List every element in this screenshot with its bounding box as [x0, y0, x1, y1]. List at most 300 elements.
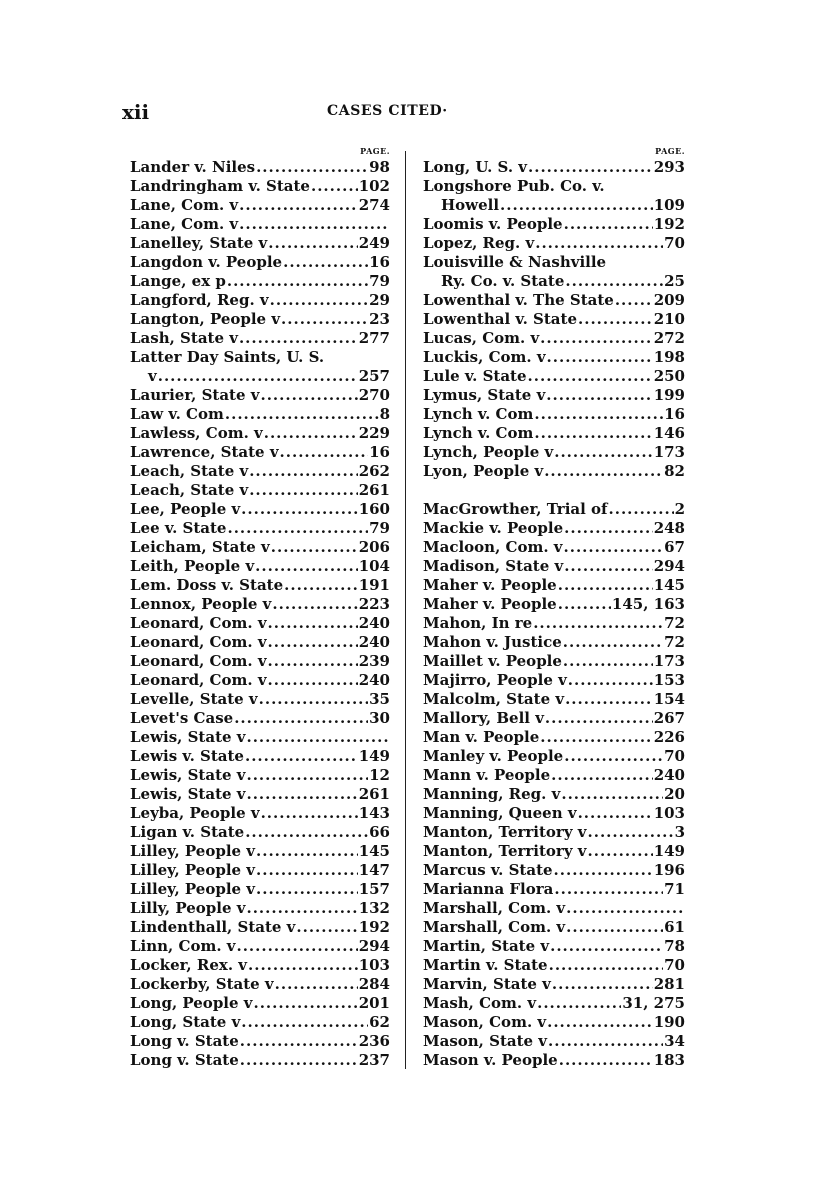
page-reference: 281: [653, 975, 685, 993]
case-name: Lopez, Reg. v: [423, 234, 535, 252]
dot-leader: [268, 614, 358, 633]
page-reference: 67: [664, 538, 685, 556]
case-entry: [130, 538, 390, 557]
case-name: Maher v. People: [423, 576, 557, 594]
dot-leader: [549, 956, 664, 975]
case-entry: [423, 595, 685, 614]
case-name: Levet's Case: [130, 709, 234, 727]
case-name: Laurier, State v: [130, 386, 260, 404]
case-entry: [130, 747, 390, 766]
dot-leader: [275, 975, 358, 994]
case-name: Marshall, Com. v: [423, 899, 566, 917]
case-entry: [130, 975, 390, 994]
case-name: Landringham v. State: [130, 177, 310, 195]
case-entry: [130, 272, 390, 291]
page-reference: 250: [653, 367, 685, 385]
case-name: Longshore Pub. Co. v.: [423, 177, 605, 195]
page-reference: 249: [358, 234, 390, 252]
page-reference: 145: [358, 842, 390, 860]
dot-leader: [227, 272, 368, 291]
case-entry: [423, 1013, 685, 1032]
dot-leader: [245, 823, 368, 842]
page-reference: 240: [358, 671, 390, 689]
column-divider: [405, 151, 406, 1069]
case-name: Man v. People: [423, 728, 540, 746]
page-reference: 132: [358, 899, 390, 917]
case-name: Long v. State: [130, 1051, 239, 1069]
case-name: Lander v. Niles: [130, 158, 256, 176]
page-reference: 240: [358, 633, 390, 651]
running-title: CASES CITED·: [327, 103, 448, 119]
case-name: Lowenthal v. The State: [423, 291, 614, 309]
dot-leader: [547, 1013, 653, 1032]
left-column: [130, 145, 390, 1070]
case-entry: [130, 234, 390, 253]
page-reference: 12: [369, 766, 390, 784]
dot-leader: [609, 500, 674, 519]
page-reference: 157: [358, 880, 390, 898]
dot-leader: [256, 861, 358, 880]
case-entry: [423, 158, 685, 177]
case-name: Madison, State v: [423, 557, 564, 575]
case-name: Lindenthall, State v: [130, 918, 296, 936]
page-reference: 61: [664, 918, 685, 936]
page-reference: 103: [653, 804, 685, 822]
dot-leader: [550, 937, 663, 956]
case-entry: [130, 785, 390, 804]
case-name: Mason, Com. v: [423, 1013, 547, 1031]
case-name: Long, People v: [130, 994, 253, 1012]
case-entry: [423, 823, 685, 842]
case-entry: [130, 329, 390, 348]
case-entry: [423, 842, 685, 861]
case-entry: [130, 766, 390, 785]
case-name: Lewis, State v: [130, 766, 246, 784]
case-name: Leyba, People v: [130, 804, 260, 822]
page-reference: 103: [358, 956, 390, 974]
case-name: Lilley, People v: [130, 842, 256, 860]
case-name: Lewis, State v: [130, 785, 246, 803]
case-name: Mallory, Bell v: [423, 709, 544, 727]
case-name: Loomis v. People: [423, 215, 563, 233]
page-reference: 209: [653, 291, 685, 309]
case-entry: [130, 709, 390, 728]
page-reference: 173: [653, 443, 685, 461]
page-reference: 262: [358, 462, 390, 480]
case-entry: [130, 386, 390, 405]
page-reference: 8: [379, 405, 390, 423]
case-entry: [423, 424, 685, 443]
dot-leader: [261, 804, 358, 823]
page-reference: 196: [653, 861, 685, 879]
page-reference: 25: [664, 272, 685, 290]
case-entry: [130, 823, 390, 842]
dot-leader: [253, 994, 357, 1013]
page-reference: 248: [653, 519, 685, 537]
page-reference: 267: [653, 709, 685, 727]
case-entry: [130, 424, 390, 443]
case-name: Manton, Territory v: [423, 842, 587, 860]
case-name: Langdon v. People: [130, 253, 283, 271]
dot-leader: [270, 291, 369, 310]
page-reference: 82: [664, 462, 685, 480]
page-reference: 20: [664, 785, 685, 803]
case-name: Manley v. People: [423, 747, 564, 765]
dot-leader: [554, 861, 653, 880]
page-reference: 31, 275: [622, 994, 685, 1012]
dot-leader: [158, 367, 358, 386]
case-name: Locker, Rex. v: [130, 956, 247, 974]
page-reference: 201: [358, 994, 390, 1012]
dot-leader: [246, 728, 389, 747]
dot-leader: [564, 519, 653, 538]
page-column-label: PAGE.: [360, 146, 390, 156]
dot-leader: [564, 557, 652, 576]
page-reference: 109: [653, 196, 685, 214]
case-entry: [423, 310, 685, 329]
case-name: Mahon, In re: [423, 614, 533, 632]
case-name: Ry. Co. v. State: [441, 272, 565, 290]
case-name: Lyon, People v: [423, 462, 544, 480]
case-entry: [130, 1051, 390, 1070]
page-reference: 102: [358, 177, 390, 195]
dot-leader: [554, 443, 652, 462]
case-name: Lynch, People v: [423, 443, 554, 461]
case-entry: [423, 519, 685, 538]
case-name: Mahon v. Justice: [423, 633, 562, 651]
case-entry: [423, 557, 685, 576]
case-name: Lee, People v: [130, 500, 241, 518]
dot-leader: [500, 196, 653, 215]
case-entry: [130, 519, 390, 538]
page-reference: 98: [369, 158, 390, 176]
case-name: Leach, State v: [130, 462, 249, 480]
page-reference: 294: [653, 557, 685, 575]
case-name: Latter Day Saints, U. S.: [130, 348, 325, 366]
case-entry: [423, 500, 685, 519]
page-reference: 236: [358, 1032, 390, 1050]
dot-leader: [248, 956, 358, 975]
dot-leader: [259, 690, 369, 709]
case-entry: [423, 918, 685, 937]
page-reference: 198: [653, 348, 685, 366]
case-name: Lash, State v: [130, 329, 238, 347]
dot-leader: [565, 690, 653, 709]
page-reference: 149: [653, 842, 685, 860]
case-entry: [130, 956, 390, 975]
case-name: Manning, Reg. v: [423, 785, 561, 803]
case-entry: [130, 576, 390, 595]
page-reference: 149: [358, 747, 390, 765]
dot-leader: [535, 234, 663, 253]
page-reference: 261: [358, 481, 390, 499]
case-name: Mason, State v: [423, 1032, 548, 1050]
dot-leader: [268, 671, 358, 690]
page-reference: 183: [653, 1051, 685, 1069]
dot-leader: [552, 975, 653, 994]
left-entry-list: [130, 158, 390, 1070]
page-reference: 2: [674, 500, 685, 518]
case-entry: [130, 842, 390, 861]
page-reference: 23: [369, 310, 390, 328]
case-name: MacGrowther, Trial of: [423, 500, 608, 518]
case-name: Lawrence, State v: [130, 443, 279, 461]
dot-leader: [271, 538, 358, 557]
case-name: Marianna Flora: [423, 880, 554, 898]
dot-leader: [260, 386, 357, 405]
dot-leader: [246, 766, 368, 785]
case-entry: [423, 671, 685, 690]
dot-leader: [528, 158, 653, 177]
dot-leader: [245, 747, 358, 766]
case-entry: [423, 709, 685, 728]
case-name: Mann v. People: [423, 766, 551, 784]
page-reference: 79: [369, 272, 390, 290]
dot-leader: [284, 576, 358, 595]
case-name: Long, U. S. v: [423, 158, 527, 176]
dot-leader: [264, 424, 358, 443]
dot-leader: [566, 899, 684, 918]
case-entry: [423, 291, 685, 310]
case-name: Lilley, People v: [130, 880, 256, 898]
case-entry: [130, 348, 390, 367]
case-name: Lennox, People v: [130, 595, 272, 613]
page-reference: 153: [653, 671, 685, 689]
dot-leader: [537, 994, 621, 1013]
page-reference: 293: [653, 158, 685, 176]
case-name: Lymus, State v: [423, 386, 546, 404]
case-name: Lange, ex p: [130, 272, 226, 290]
page-reference: 78: [664, 937, 685, 955]
dot-leader: [563, 633, 663, 652]
page-reference: 237: [358, 1051, 390, 1069]
case-entry: [130, 367, 390, 386]
page-reference: 270: [358, 386, 390, 404]
dot-leader: [256, 158, 368, 177]
dot-leader: [544, 462, 663, 481]
case-entry: [423, 766, 685, 785]
case-name: Martin v. State: [423, 956, 548, 974]
page-reference: 206: [358, 538, 390, 556]
dot-leader: [578, 804, 653, 823]
case-name: Leith, People v: [130, 557, 255, 575]
page-number: xii: [122, 100, 150, 124]
page-reference: 226: [653, 728, 685, 746]
case-entry: [423, 899, 685, 918]
case-entry: [130, 880, 390, 899]
case-name: Lawless, Com. v: [130, 424, 263, 442]
case-entry: [130, 899, 390, 918]
case-name: v: [148, 367, 157, 385]
case-entry: [130, 671, 390, 690]
case-entry: [130, 918, 390, 937]
page-reference: 261: [358, 785, 390, 803]
case-name: Marvin, State v: [423, 975, 551, 993]
page-column-label: PAGE.: [655, 146, 685, 156]
dot-leader: [225, 405, 379, 424]
page-reference: 294: [358, 937, 390, 955]
dot-leader: [528, 367, 653, 386]
page-reference: 16: [369, 253, 390, 271]
dot-leader: [588, 823, 674, 842]
dot-leader: [241, 1013, 368, 1032]
case-name: Manning, Queen v: [423, 804, 577, 822]
page-reference: 192: [358, 918, 390, 936]
page-reference: 30: [369, 709, 390, 727]
case-entry: [423, 538, 685, 557]
case-name: Lilly, People v: [130, 899, 246, 917]
dot-leader: [564, 538, 664, 557]
case-entry: [130, 595, 390, 614]
case-entry: [423, 804, 685, 823]
case-name: Lem. Doss v. State: [130, 576, 284, 594]
case-name: Leonard, Com. v: [130, 614, 267, 632]
dot-leader: [246, 899, 357, 918]
case-entry: [130, 253, 390, 272]
page-reference: 257: [358, 367, 390, 385]
case-name: Leach, State v: [130, 481, 249, 499]
page-reference: 16: [369, 443, 390, 461]
case-name: Luckis, Com. v: [423, 348, 546, 366]
page-reference: 277: [358, 329, 390, 347]
case-entry: [423, 614, 685, 633]
case-name: Martin, State v: [423, 937, 550, 955]
case-entry: [423, 405, 685, 424]
case-name: Long, State v: [130, 1013, 241, 1031]
case-entry: [423, 196, 685, 215]
case-name: Leonard, Com. v: [130, 671, 267, 689]
case-name: Leonard, Com. v: [130, 652, 267, 670]
case-entry: [130, 633, 390, 652]
dot-leader: [234, 709, 368, 728]
case-entry: [423, 272, 685, 291]
case-name: Lockerby, State v: [130, 975, 274, 993]
case-entry: [130, 158, 390, 177]
case-name: Levelle, State v: [130, 690, 258, 708]
case-entry: [130, 728, 390, 747]
case-name: Louisville & Nashville: [423, 253, 607, 271]
case-entry: [423, 576, 685, 595]
case-name: Lilley, People v: [130, 861, 256, 879]
dot-leader: [241, 500, 358, 519]
dot-leader: [296, 918, 357, 937]
dot-leader: [546, 386, 652, 405]
page-reference: 190: [653, 1013, 685, 1031]
page-reference: 143: [358, 804, 390, 822]
page-reference: 29: [369, 291, 390, 309]
page-reference: 199: [653, 386, 685, 404]
dot-leader: [554, 880, 663, 899]
case-name: Lynch v. Com: [423, 424, 534, 442]
case-name: Lanelley, State v: [130, 234, 268, 252]
case-entry: [130, 652, 390, 671]
dot-leader: [568, 671, 653, 690]
case-name: Law v. Com: [130, 405, 224, 423]
case-name: Linn, Com. v: [130, 937, 236, 955]
dot-leader: [558, 576, 653, 595]
case-entry: [423, 861, 685, 880]
case-name: Leicham, State v: [130, 538, 270, 556]
case-entry: [130, 994, 390, 1013]
case-entry: [130, 196, 390, 215]
case-entry: [130, 291, 390, 310]
dot-leader: [558, 595, 611, 614]
dot-leader: [561, 785, 663, 804]
right-column: [423, 145, 685, 1070]
page-reference: 79: [369, 519, 390, 537]
dot-leader: [236, 937, 357, 956]
dot-leader: [268, 633, 358, 652]
case-entry: [423, 652, 685, 671]
page-reference: 192: [653, 215, 685, 233]
page-header: [122, 100, 692, 130]
case-name: Macloon, Com. v: [423, 538, 563, 556]
case-name: Lynch v. Com: [423, 405, 534, 423]
case-name: Lane, Com. v: [130, 196, 239, 214]
case-name: Marshall, Com. v: [423, 918, 566, 936]
dot-leader: [548, 1032, 663, 1051]
case-entry: [423, 956, 685, 975]
case-entry: [130, 614, 390, 633]
dot-leader: [246, 785, 357, 804]
page-reference: 145, 163: [611, 595, 685, 613]
case-name: Lucas, Com. v: [423, 329, 540, 347]
page-reference: 284: [358, 975, 390, 993]
dot-leader: [240, 1032, 358, 1051]
dot-leader: [255, 557, 358, 576]
case-entry: [130, 861, 390, 880]
case-name: Marcus v. State: [423, 861, 553, 879]
dot-leader: [564, 747, 663, 766]
page-reference: 3: [674, 823, 685, 841]
case-entry: [130, 557, 390, 576]
page-reference: 70: [664, 956, 685, 974]
page-reference: 70: [664, 747, 685, 765]
dot-leader: [551, 766, 653, 785]
case-entry: [130, 804, 390, 823]
dot-leader: [249, 462, 358, 481]
dot-leader: [545, 709, 653, 728]
dot-leader: [249, 481, 358, 500]
page-reference: 239: [358, 652, 390, 670]
case-name: Lowenthal v. State: [423, 310, 577, 328]
dot-leader: [563, 652, 653, 671]
case-entry: [423, 1051, 685, 1070]
section-spacer: [423, 481, 685, 500]
case-entry: [130, 443, 390, 462]
case-entry: [423, 1032, 685, 1051]
page-reference: 272: [653, 329, 685, 347]
dot-leader: [566, 918, 663, 937]
case-name: Mason v. People: [423, 1051, 558, 1069]
case-name: Leonard, Com. v: [130, 633, 267, 651]
case-entry: [423, 728, 685, 747]
page-reference: 229: [358, 424, 390, 442]
case-name: Lewis, State v: [130, 728, 246, 746]
case-entry: [130, 500, 390, 519]
page-reference: 72: [664, 614, 685, 632]
case-name: Langton, People v: [130, 310, 281, 328]
case-entry: [423, 747, 685, 766]
dot-leader: [256, 880, 358, 899]
case-entry: [423, 215, 685, 234]
case-entry: [423, 462, 685, 481]
case-name: Maillet v. People: [423, 652, 562, 670]
case-entry: [130, 937, 390, 956]
case-entry: [423, 367, 685, 386]
case-entry: [423, 880, 685, 899]
page-reference: 145: [653, 576, 685, 594]
